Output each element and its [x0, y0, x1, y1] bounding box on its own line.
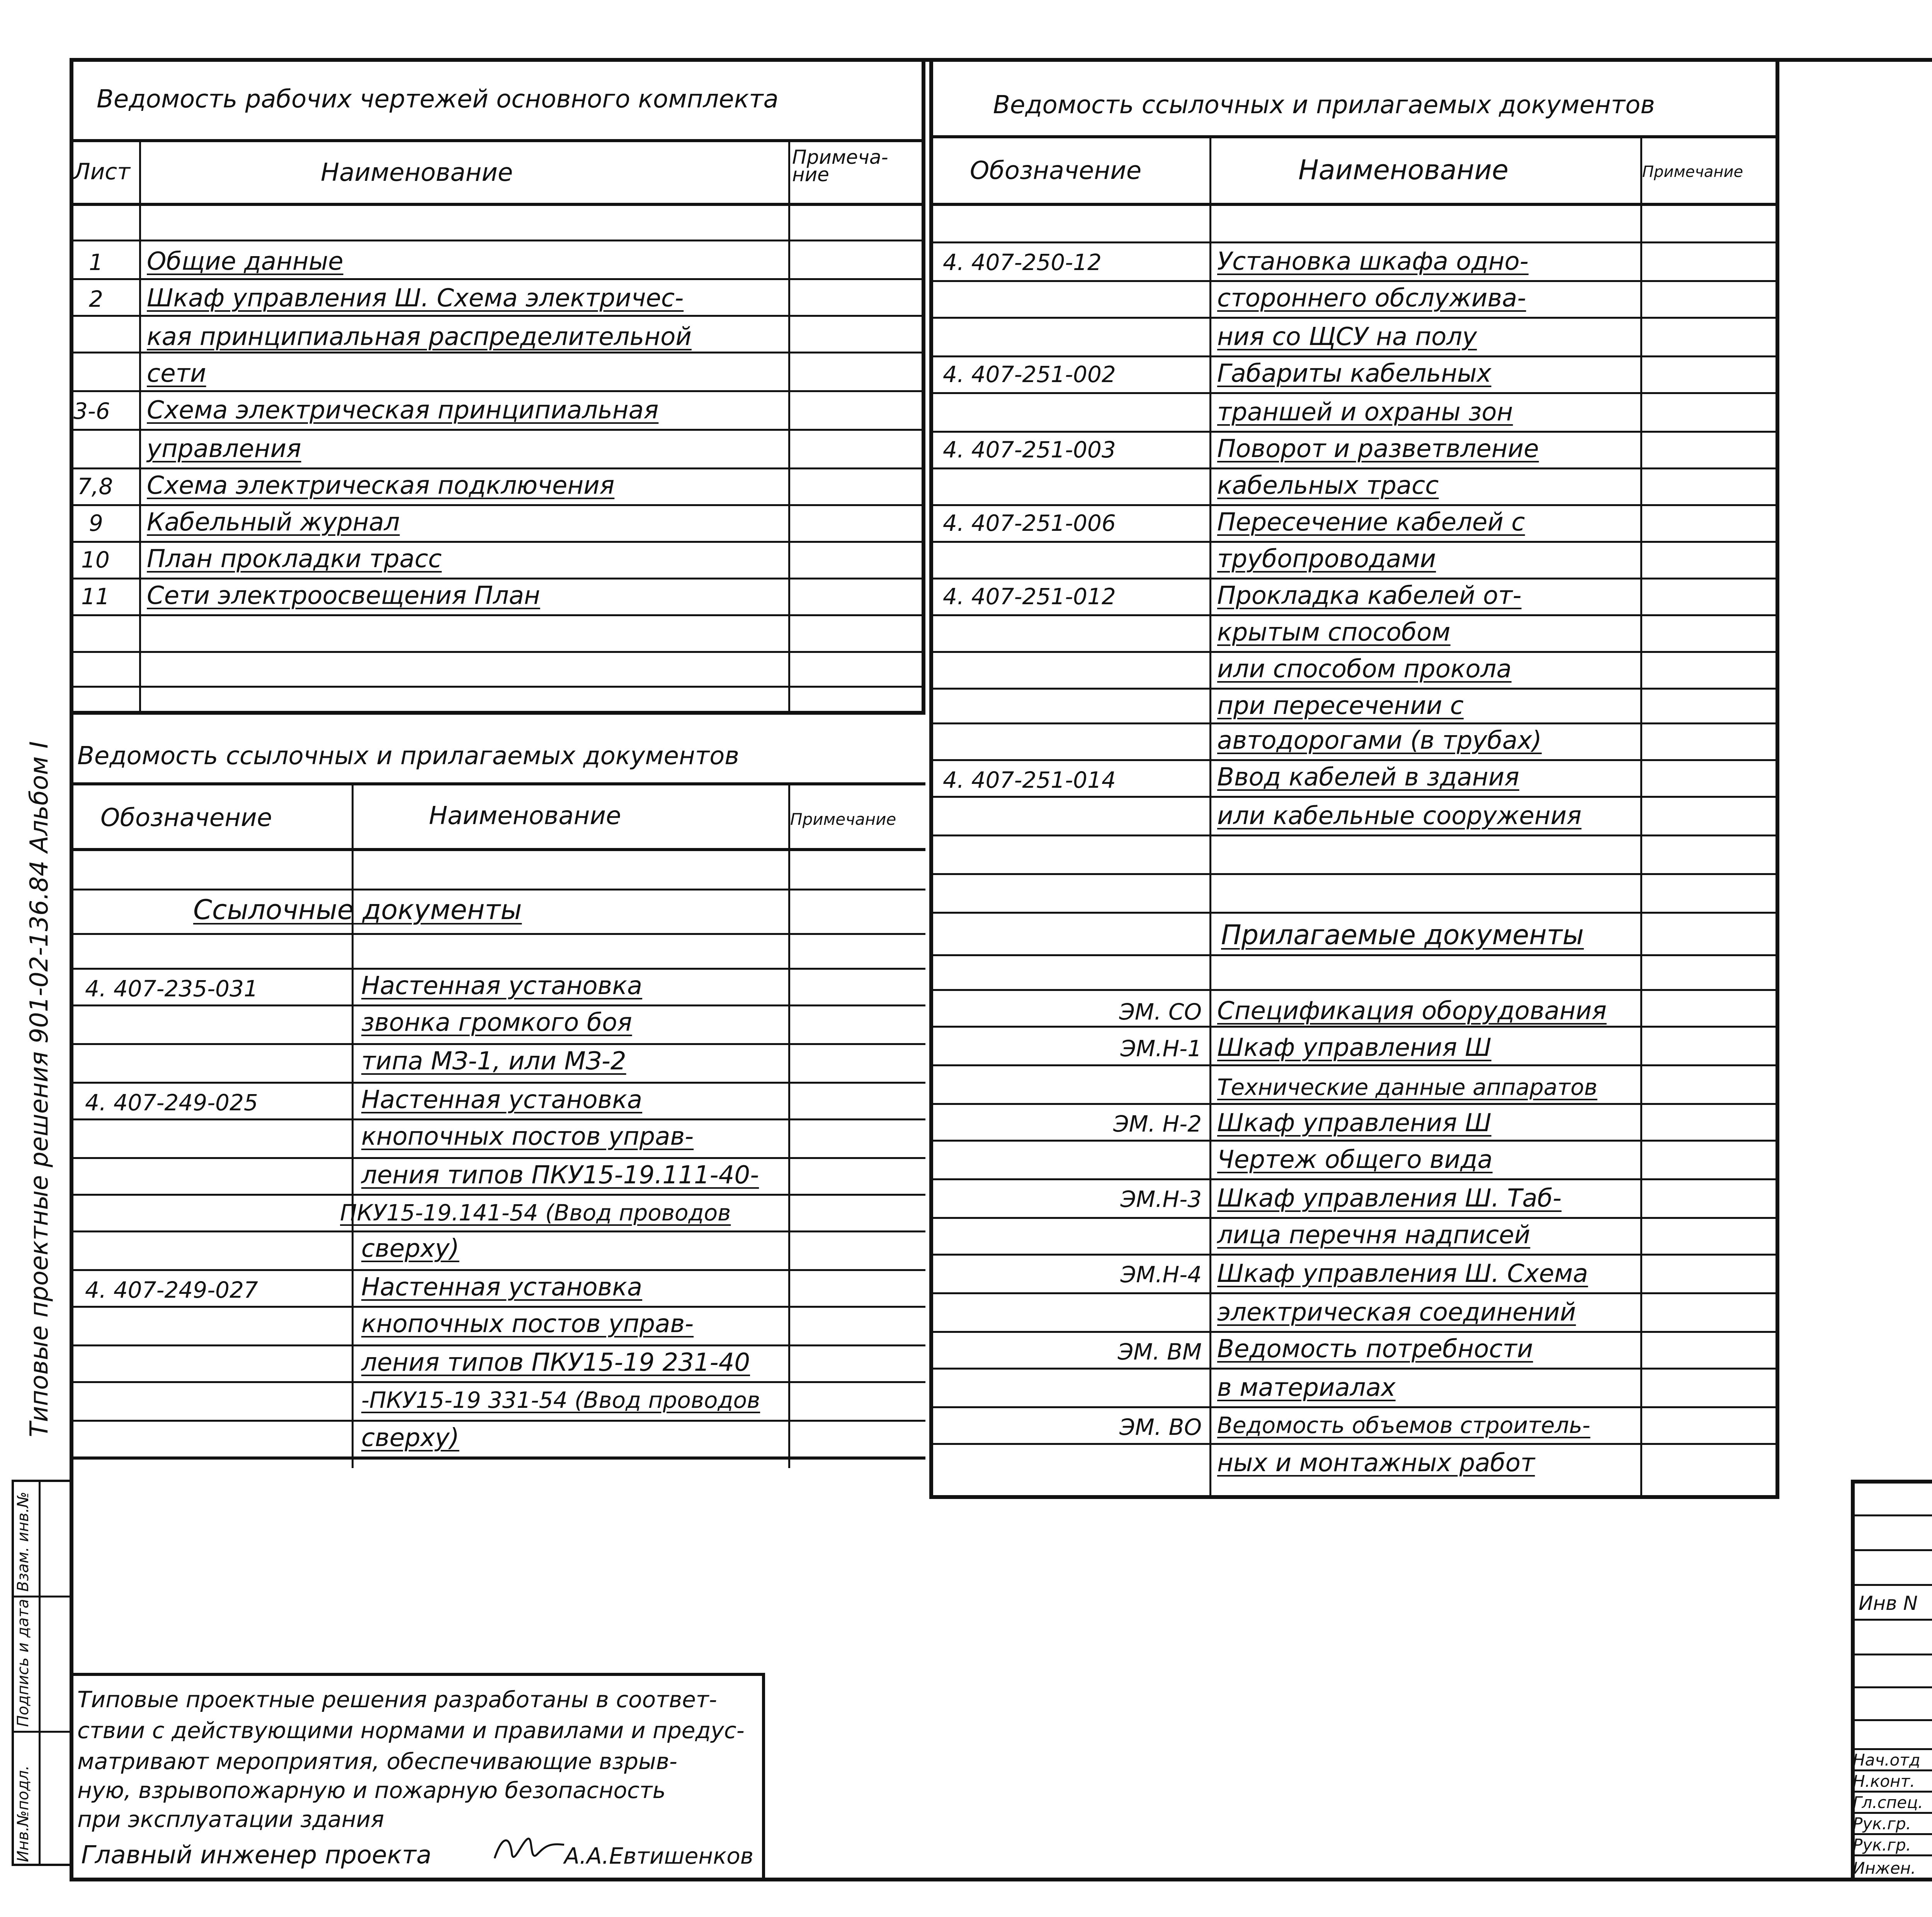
- ref-right-header-note: Примечание: [1642, 163, 1743, 181]
- attached-name: Шкаф управления Ш. Таб-: [1217, 1184, 1562, 1213]
- attached-name: электрическая соединений: [1217, 1298, 1576, 1327]
- ref-right-code: 4. 407-251-012: [943, 583, 1116, 610]
- attached-name: Шкаф управления Ш. Схема: [1217, 1259, 1588, 1288]
- ref-right-name: Пересечение кабелей с: [1217, 508, 1525, 537]
- ref-left-name: звонка громкого боя: [361, 1008, 632, 1037]
- note-line: ную, взрывопожарную и пожарную безопасность: [77, 1777, 666, 1803]
- stamp-replace: Взам. инв.№: [14, 1492, 32, 1592]
- row-name: кая принципиальная распределительной: [147, 323, 692, 351]
- attached-code: ЭМ.Н-4: [1120, 1261, 1202, 1288]
- row-sheet: 3-6: [73, 398, 110, 424]
- attached-code: ЭМ.Н-1: [1120, 1035, 1202, 1062]
- ref-right-name: трубопроводами: [1217, 545, 1436, 573]
- stamp-inv: Инв.№подл.: [14, 1765, 32, 1862]
- note-line: Типовые проектные решения разработаны в соответ-: [77, 1686, 717, 1713]
- chief-engineer-name: А.А.Евтишенков: [564, 1843, 753, 1869]
- row-name: Схема электрическая подключения: [147, 471, 615, 500]
- row-sheet: 2: [89, 286, 103, 312]
- row-sheet: 10: [81, 547, 110, 573]
- row-name: Общие данные: [147, 247, 344, 276]
- role-label: Нач.отд: [1853, 1750, 1920, 1769]
- ref-left-name: ПКУ15-19.141-54 (Ввод проводов: [340, 1200, 731, 1226]
- ref-left-code: 4. 407-249-027: [85, 1277, 258, 1303]
- ref-right-name: при пересечении с: [1217, 692, 1464, 720]
- row-name: Сети электроосвещения План: [147, 581, 540, 610]
- header-note: Примеча- ние: [792, 146, 888, 186]
- ref-left-name: Настенная установка: [361, 1086, 643, 1114]
- ref-right-name: траншей и охраны зон: [1217, 398, 1513, 427]
- ref-left-code: 4. 407-249-025: [85, 1089, 258, 1116]
- ref-right-name: Габариты кабельных: [1217, 359, 1492, 388]
- ref-left-header-name: Наименование: [429, 802, 621, 830]
- ref-left-header-note: Примечание: [790, 810, 896, 829]
- row-sheet: 11: [81, 583, 110, 610]
- attached-name: Спецификация оборудования: [1217, 997, 1607, 1025]
- ref-right-header-code: Обозначение: [970, 156, 1142, 185]
- attached-code: ЭМ. Н-2: [1113, 1111, 1202, 1137]
- ref-right-name: крытым способом: [1217, 618, 1451, 647]
- attached-name: Ведомость потребности: [1217, 1335, 1533, 1363]
- ref-right-name: Поворот и разветвление: [1217, 435, 1539, 463]
- chief-engineer-label: Главный инженер проекта: [81, 1841, 432, 1869]
- ref-left-name: ления типов ПКУ15-19 231-40: [361, 1348, 750, 1377]
- ref-right-title: Ведомость ссылочных и прилагаемых документов: [993, 91, 1655, 119]
- note-line: матривают мероприятия, обеспечивающие взрыв-: [77, 1748, 677, 1774]
- row-name: Шкаф управления Ш. Схема электричес-: [147, 284, 684, 313]
- chief-engineer-signature: [491, 1827, 568, 1870]
- header-sheet: Лист: [73, 158, 130, 185]
- ref-right-name: или кабельные сооружения: [1217, 802, 1582, 830]
- note-line: ствии с действующими нормами и правилами и предус-: [77, 1717, 745, 1744]
- role-label: Инжен.: [1853, 1859, 1916, 1878]
- role-label: Н.конт.: [1853, 1772, 1915, 1791]
- ref-right-name: Установка шкафа одно-: [1217, 247, 1529, 276]
- ref-right-name: кабельных трасс: [1217, 471, 1439, 500]
- ref-left-name: сверху): [361, 1424, 459, 1452]
- row-name: Кабельный журнал: [147, 508, 400, 537]
- ref-left-name: Настенная установка: [361, 1273, 643, 1302]
- ref-right-header-name: Наименование: [1298, 154, 1509, 186]
- ref-right-name: Ввод кабелей в здания: [1217, 763, 1519, 792]
- row-name: План прокладки трасс: [147, 545, 442, 573]
- attached-name: Шкаф управления Ш: [1217, 1033, 1492, 1062]
- attached-name: Шкаф управления Ш: [1217, 1109, 1492, 1137]
- ref-left-name: ления типов ПКУ15-19.111-40-: [361, 1161, 759, 1190]
- attached-code: ЭМ. ВО: [1119, 1414, 1202, 1440]
- role-label: Рук.гр.: [1853, 1835, 1911, 1854]
- attached-name: лица перечня надписей: [1217, 1221, 1531, 1249]
- ref-left-name: кнопочных постов управ-: [361, 1122, 694, 1151]
- row-name: сети: [147, 359, 206, 388]
- attached-code: ЭМ. СО: [1119, 999, 1202, 1025]
- role-label: Рук.гр.: [1853, 1814, 1911, 1833]
- ref-left-code: 4. 407-235-031: [85, 975, 258, 1002]
- ref-right-code: 4. 407-251-003: [943, 437, 1116, 463]
- ref-left-name: типа МЗ-1, или МЗ-2: [361, 1047, 626, 1076]
- row-name: Схема электрическая принципиальная: [147, 396, 659, 425]
- ref-left-name: -ПКУ15-19 331-54 (Ввод проводов: [361, 1387, 760, 1413]
- ref-right-code: 4. 407-251-002: [943, 361, 1116, 387]
- ref-right-code: 4. 407-251-014: [943, 767, 1116, 793]
- main-drawings-title: Ведомость рабочих чертежей основного комплекта: [97, 85, 779, 114]
- attached-code: ЭМ.Н-3: [1120, 1186, 1202, 1212]
- inv-label: Инв N: [1859, 1592, 1918, 1614]
- sidebar-label: Типовые проектные решения 901-02-136.84 Альбом I: [25, 741, 54, 1437]
- header-name: Наименование: [321, 158, 513, 187]
- attached-code: ЭМ. ВМ: [1117, 1339, 1202, 1365]
- ref-left-section: Ссылочные документы: [193, 894, 522, 926]
- ref-right-code: 4. 407-250-12: [943, 249, 1102, 275]
- note-line: при эксплуатации здания: [77, 1806, 384, 1832]
- attached-name: Чертеж общего вида: [1217, 1145, 1493, 1174]
- attached-name: Ведомость объемов строитель-: [1217, 1412, 1590, 1438]
- ref-left-name: Настенная установка: [361, 972, 643, 1000]
- row-sheet: 7,8: [77, 473, 113, 500]
- row-sheet: 1: [89, 249, 103, 275]
- attached-name: ных и монтажных работ: [1217, 1449, 1535, 1477]
- attached-name: Технические данные аппаратов: [1217, 1074, 1597, 1100]
- ref-left-title: Ведомость ссылочных и прилагаемых документов: [77, 742, 739, 770]
- ref-right-name: автодорогами (в трубах): [1217, 726, 1542, 755]
- row-sheet: 9: [89, 510, 103, 536]
- ref-right-name: ния со ЩСУ на полу: [1217, 323, 1477, 351]
- role-label: Гл.спец.: [1853, 1793, 1923, 1812]
- attached-title: Прилагаемые документы: [1221, 919, 1584, 951]
- stamp-sign: Подпись и дата: [14, 1599, 32, 1727]
- attached-name: в материалах: [1217, 1373, 1396, 1402]
- ref-right-code: 4. 407-251-006: [943, 510, 1116, 536]
- ref-right-name: или способом прокола: [1217, 655, 1512, 683]
- ref-right-name: стороннего обслужива-: [1217, 284, 1526, 313]
- ref-right-name: Прокладка кабелей от-: [1217, 581, 1522, 610]
- row-name: управления: [147, 435, 301, 463]
- ref-left-name: кнопочных постов управ-: [361, 1310, 694, 1338]
- ref-left-name: сверху): [361, 1234, 459, 1263]
- ref-left-header-code: Обозначение: [100, 804, 272, 832]
